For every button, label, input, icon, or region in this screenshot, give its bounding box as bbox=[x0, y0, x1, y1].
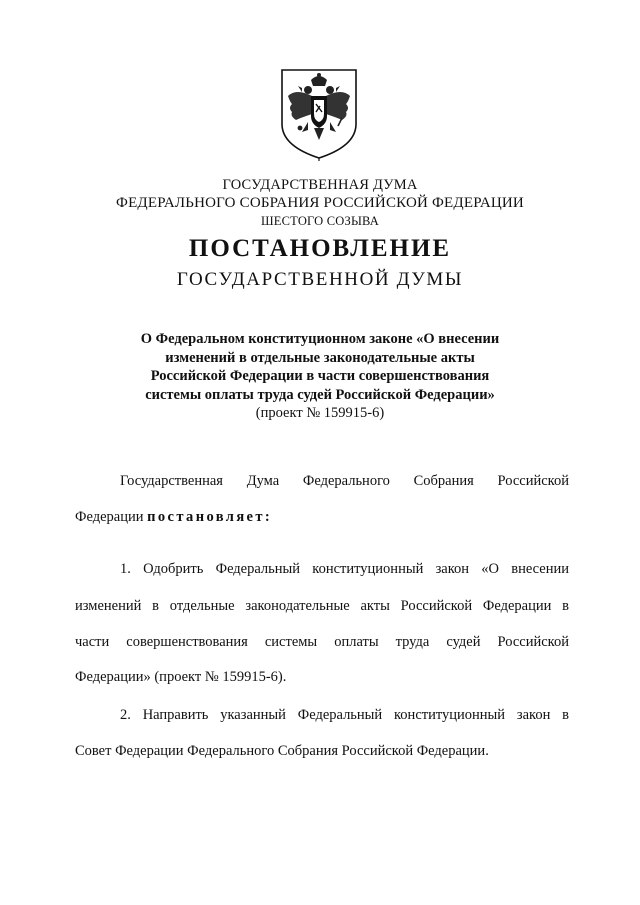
item1-line-4: Федерации» (проект № 159915-6). bbox=[75, 669, 287, 685]
preamble-line-1: Государственная Дума Федерального Собрания Российской bbox=[120, 473, 569, 489]
subject-line: О Федеральном конституционном законе «О внесении bbox=[140, 331, 500, 347]
org-line-2: ФЕДЕРАЛЬНОГО СОБРАНИЯ РОССИЙСКОЙ ФЕДЕРАЦИИ bbox=[116, 195, 524, 211]
org-line-1: ГОСУДАРСТВЕННАЯ ДУМА bbox=[222, 177, 418, 193]
document-title: ПОСТАНОВЛЕНИЕ bbox=[188, 235, 452, 262]
resolves-word: постановляет: bbox=[147, 509, 273, 525]
item1-line-3: части совершенствования системы оплаты труда судей Российской bbox=[75, 634, 569, 650]
subject-line: изменений в отдельные законодательные акты bbox=[165, 349, 475, 366]
subject-line: системы оплаты труда судей Российской Федерации» bbox=[145, 386, 495, 403]
org-line-3: ШЕСТОГО СОЗЫВА bbox=[260, 214, 380, 228]
preamble-line-2 bbox=[75, 509, 569, 526]
document-subtitle: ГОСУДАРСТВЕННОЙ ДУМЫ bbox=[176, 269, 464, 290]
subject-line: Российской Федерации в части совершенствования bbox=[150, 368, 490, 384]
item1-line-2: изменений в отдельные законодательные акты Российской Федерации в bbox=[75, 598, 569, 614]
item2-line-1: 2. Направить указанный Федеральный конституционный закон в bbox=[120, 707, 569, 723]
coat-of-arms-emblem bbox=[278, 66, 360, 162]
subject-block bbox=[120, 330, 520, 423]
project-number: (проект № 159915-6) bbox=[255, 405, 385, 421]
item1-line-1: 1. Одобрить Федеральный конституционный закон «О внесении bbox=[120, 561, 569, 577]
preamble-start: Федерации bbox=[75, 509, 144, 525]
item2-line-2: Совет Федерации Федерального Собрания Российской Федерации. bbox=[75, 743, 489, 759]
